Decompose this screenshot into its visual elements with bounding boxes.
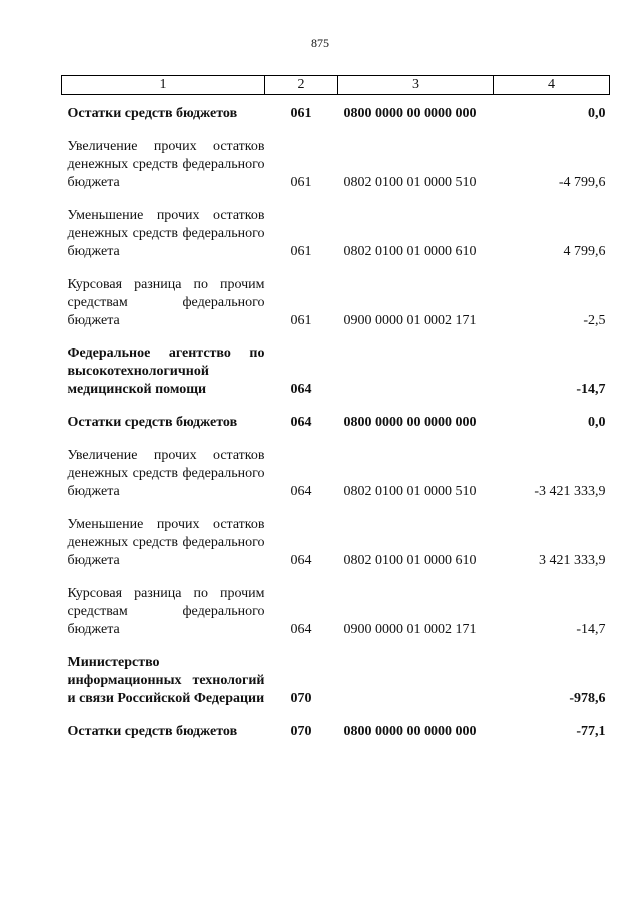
table-row <box>62 207 610 261</box>
row-admin-code: 064 <box>290 484 312 499</box>
column-header-3: 3 <box>338 76 494 95</box>
row-amount: 4 799,6 <box>563 244 606 259</box>
page-number: 875 <box>311 36 329 50</box>
table-row <box>62 516 610 570</box>
row-name: Остатки средств бюджетов <box>67 415 238 430</box>
row-classification-code: 0802 0100 01 0000 510 <box>343 175 477 190</box>
row-amount: 0,0 <box>588 415 606 430</box>
table-row <box>62 654 610 708</box>
table-row <box>62 138 610 192</box>
table-row <box>62 585 610 639</box>
row-spacer <box>62 432 610 447</box>
table-row <box>62 276 610 330</box>
table-header <box>62 76 610 95</box>
row-amount: -2,5 <box>583 313 606 328</box>
row-admin-code: 061 <box>290 175 312 190</box>
row-amount: -3 421 333,9 <box>534 484 606 499</box>
column-header-1: 1 <box>62 76 265 95</box>
row-amount: -978,6 <box>569 691 606 706</box>
row-name: Остатки средств бюджетов <box>67 724 238 739</box>
row-admin-code: 070 <box>290 724 312 739</box>
row-admin-code: 064 <box>290 553 312 568</box>
row-classification-code: 0802 0100 01 0000 510 <box>343 484 477 499</box>
row-amount: -4 799,6 <box>558 175 606 190</box>
row-spacer <box>62 261 610 276</box>
row-name: Увеличение прочих остатков денежных средств федерального бюджета <box>67 139 265 190</box>
column-header-2: 2 <box>265 76 338 95</box>
row-name: Федеральное агентство по высокотехнологичной медицинской помощи <box>67 346 265 397</box>
row-spacer <box>62 639 610 654</box>
row-spacer <box>62 95 610 106</box>
row-name: Министерство информационных технологий и связи Российской Федерации <box>67 655 265 706</box>
table-row <box>62 723 610 741</box>
row-amount: -77,1 <box>576 724 606 739</box>
row-name: Увеличение прочих остатков денежных средств федерального бюджета <box>67 448 265 499</box>
row-spacer <box>62 330 610 345</box>
row-classification-code <box>338 654 494 708</box>
row-admin-code: 064 <box>290 415 312 430</box>
row-spacer <box>62 192 610 207</box>
row-name: Уменьшение прочих остатков денежных средств федерального бюджета <box>67 517 265 568</box>
row-name: Уменьшение прочих остатков денежных средств федерального бюджета <box>67 208 265 259</box>
row-name: Курсовая разница по прочим средствам федерального бюджета <box>67 277 265 328</box>
row-classification-code: 0800 0000 00 0000 000 <box>343 106 477 121</box>
row-spacer <box>62 501 610 516</box>
table-body <box>62 95 610 742</box>
row-amount: 0,0 <box>588 106 606 121</box>
row-name: Остатки средств бюджетов <box>67 106 238 121</box>
row-admin-code: 064 <box>290 622 312 637</box>
row-admin-code: 061 <box>290 313 312 328</box>
row-classification-code: 0900 0000 01 0002 171 <box>343 313 477 328</box>
column-header-4: 4 <box>494 76 610 95</box>
table-row <box>62 345 610 399</box>
row-amount: -14,7 <box>576 622 606 637</box>
row-amount: 3 421 333,9 <box>539 553 606 568</box>
budget-sources-table <box>61 75 610 741</box>
row-classification-code: 0802 0100 01 0000 610 <box>343 244 477 259</box>
row-spacer <box>62 570 610 585</box>
table-row <box>62 414 610 432</box>
row-admin-code: 064 <box>290 382 312 397</box>
row-classification-code: 0802 0100 01 0000 610 <box>343 553 477 568</box>
table-row <box>62 105 610 123</box>
table-row <box>62 447 610 501</box>
row-spacer <box>62 708 610 723</box>
row-spacer <box>62 123 610 138</box>
row-classification-code: 0800 0000 00 0000 000 <box>343 415 477 430</box>
row-spacer <box>62 399 610 414</box>
row-amount: -14,7 <box>576 382 606 397</box>
row-name: Курсовая разница по прочим средствам федерального бюджета <box>67 586 265 637</box>
row-classification-code <box>338 345 494 399</box>
row-classification-code: 0800 0000 00 0000 000 <box>343 724 477 739</box>
row-classification-code: 0900 0000 01 0002 171 <box>343 622 477 637</box>
row-admin-code: 061 <box>290 244 312 259</box>
row-admin-code: 070 <box>290 691 312 706</box>
row-admin-code: 061 <box>290 106 312 121</box>
